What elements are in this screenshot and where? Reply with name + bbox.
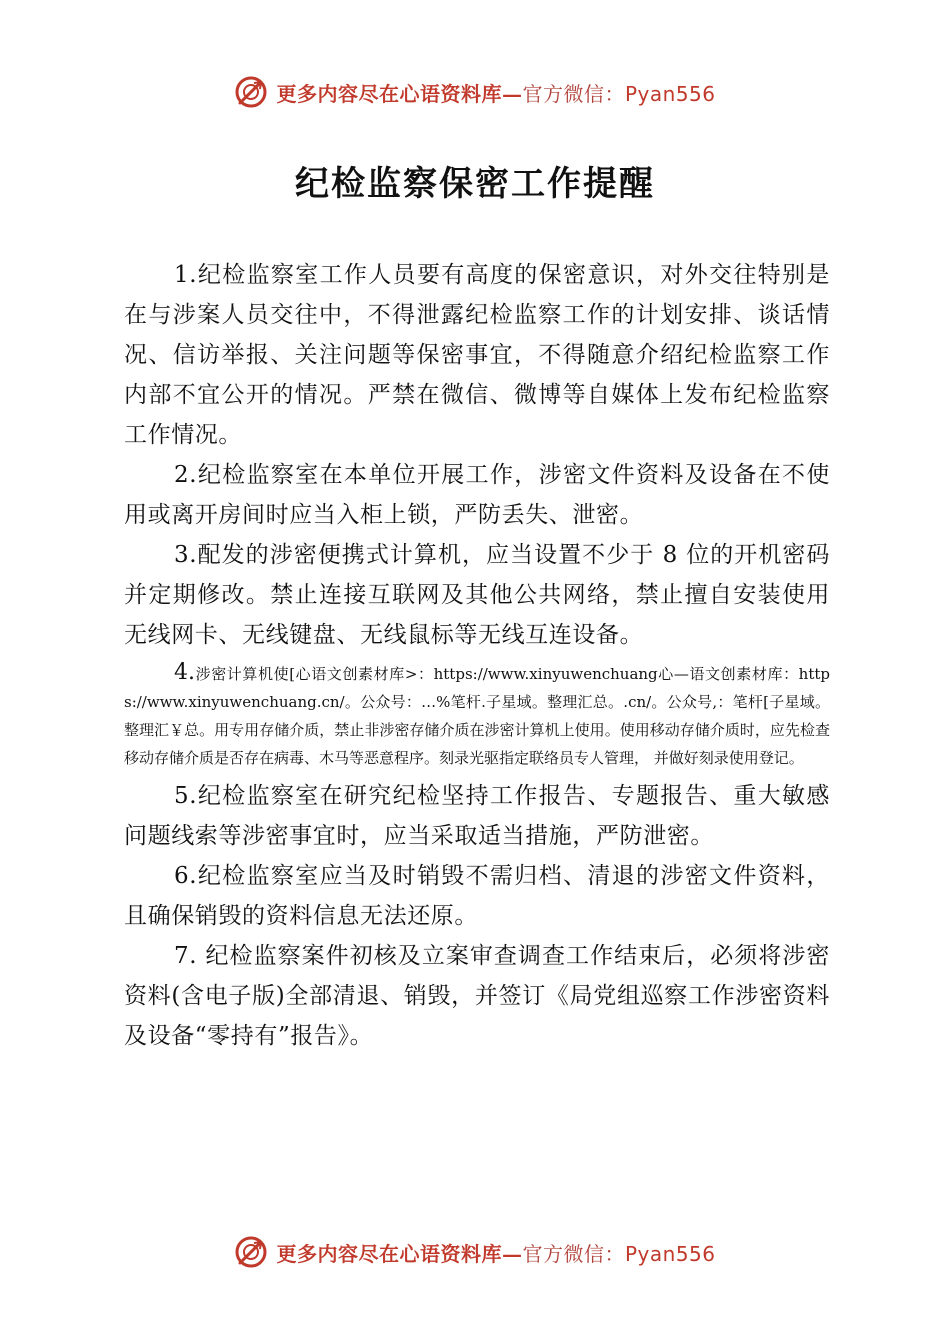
paragraph-3: 3.配发的涉密便携式计算机，应当设置不少于 8 位的开机密码并定期修改。禁止连接互联网及其他公共网络，禁止擅自安装使用无线网卡、无线键盘、无线鼠标等无线互连设备。 [124,542,830,648]
paragraph-4-text: 涉密计算机使[心语文创素材库>：https://www.xinyuwenchuang心—语文创素材库：https://www.xinyuwenchuang.cn/。公众号：…%笔杆.子星域。整理汇总。.cn/。公众号,：笔杆[子星域。整理汇￥总。用专用存储介质，禁止非涉密存储介质在涉密计算机上使用。使用移动存储介质时，应先检查移动存储介质是否存在病毒、木马等恶意程序。刻录光驱指定联络员专人管理， 并做好刻录使用登记。 [124,665,830,767]
paragraph-6: 6.纪检监察室应当及时销毁不需归档、清退的涉密文件资料，且确保销毁的资料信息无法还原。 [124,863,830,929]
document-body [124,255,830,1056]
banner-wechat-id: Pyan556 [624,81,716,106]
paragraph-4 [124,659,830,772]
paragraph-5: 5.纪检监察室在研究纪检坚持工作报告、专题报告、重大敏感问题线索等涉密事宜时，应当采取适当措施，严防泄密。 [124,783,830,849]
banner-wechat-label: 官方微信： [522,81,625,106]
banner-wechat-id: Pyan556 [624,1241,716,1266]
brand-logo-icon [234,75,268,109]
banner-slogan: 更多内容尽在心语资料库 [276,81,502,106]
footer-banner [0,1230,950,1274]
paragraph-2: 2.纪检监察室在本单位开展工作，涉密文件资料及设备在不使用或离开房间时应当入柜上锁，严防丢失、泄密。 [124,462,830,528]
banner-wechat-label: 官方微信： [522,1241,625,1266]
paragraph-7: 7. 纪检监察案件初核及立案审查调查工作结束后，必须将涉密资料(含电子版)全部清退、销毁，并签订《局党组巡察工作涉密资料及设备“零持有”报告》。 [124,943,830,1049]
banner-slogan: 更多内容尽在心语资料库 [276,1241,502,1266]
banner-dash: — [501,1241,523,1266]
brand-logo-icon [234,1235,268,1269]
banner-dash: — [501,81,523,106]
paragraph-4-number: 4. [174,660,195,685]
document-title: 纪检监察保密工作提醒 [295,164,655,204]
footer-banner-text [276,1238,715,1267]
paragraph-1: 1.纪检监察室工作人员要有高度的保密意识，对外交往特别是在与涉案人员交往中，不得泄露纪检监察工作的计划安排、谈话情况、信访举报、关注问题等保密事宜，不得随意介绍纪检监察工作内部不宜公开的情况。严禁在微信、微博等自媒体上发布纪检监察工作情况。 [124,262,830,448]
header-banner-text [276,78,715,107]
header-banner [0,70,950,114]
